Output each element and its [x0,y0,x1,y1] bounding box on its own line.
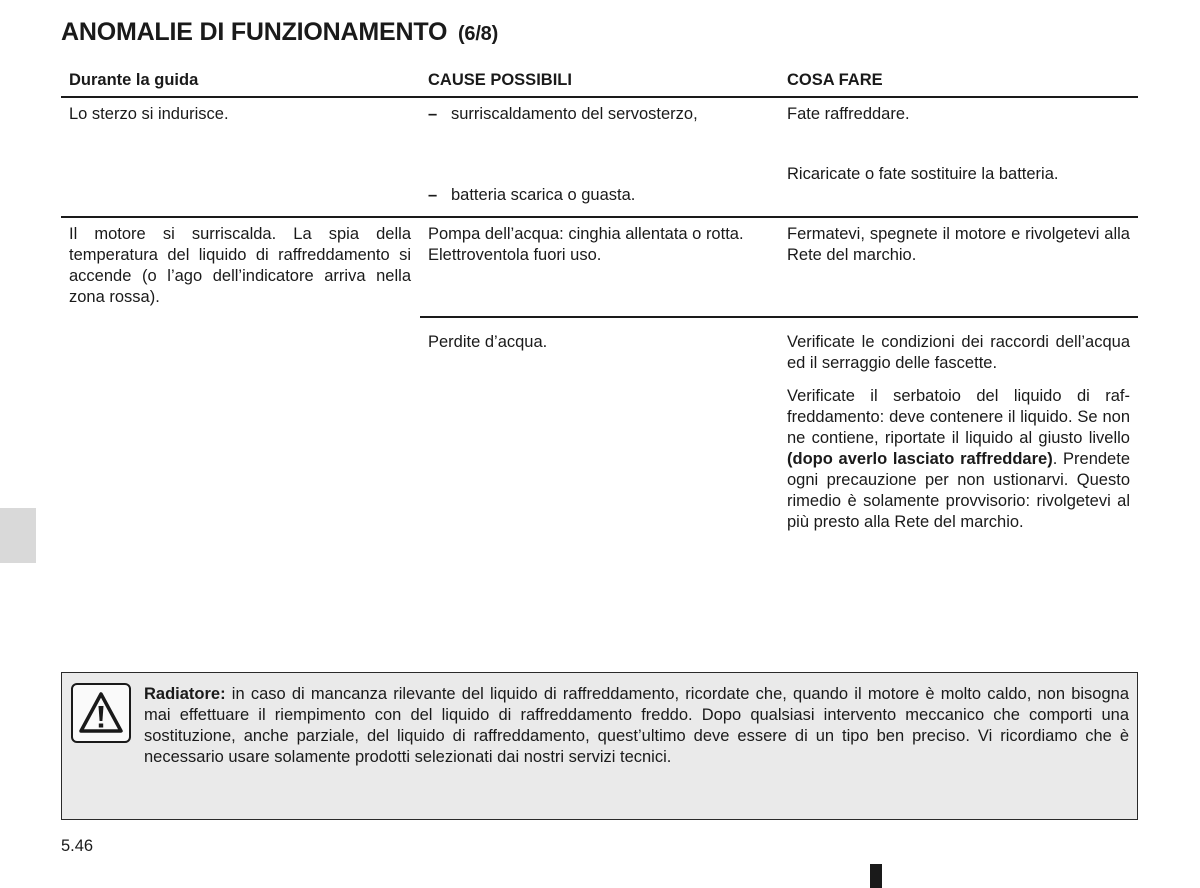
row2-action-3 [787,386,1130,533]
row-divider [61,216,1138,218]
warning-label: Radiatore: [144,685,226,703]
row2-action-3-part2: . Prendete ogni precauzione per non ustionarvi. Questo rimedio è solamente provvisorio: rivolgetevi al più presto alla Rete del marchio. [787,450,1130,531]
page-number: 5.46 [61,837,94,855]
row1-cause-2 [428,185,771,206]
page-title-suffix: (6/8) [457,23,499,45]
row2-cause-2: Perdite d’acqua. [428,333,548,351]
dash-bullet-icon: – [428,105,438,123]
row1-cause-1-text: surriscaldamento del servosterzo, [451,105,698,123]
row1-action-1: Fate raffreddare. [787,105,910,123]
column-header-situation: Durante la guida [69,71,199,89]
column-header-actions: COSA FARE [787,71,883,89]
dash-bullet-icon: – [428,186,438,204]
header-rule [61,96,1138,98]
page-title [61,18,498,47]
row2-action-2: Verificate le condizioni dei raccordi dell’acqua ed il serraggio delle fascette. [787,333,1130,372]
crop-mark [870,864,882,888]
warning-text [144,684,1129,768]
page-title-text: ANOMALIE DI FUNZIONAMENTO [61,18,448,46]
chapter-tab [0,508,36,563]
row2-action-1: Fermatevi, spegnete il motore e rivolgetevi alla Rete del marchio. [787,225,1130,264]
row2-cause-1-line1: Pompa dell’acqua: cinghia allentata o rotta. [428,225,744,243]
warning-body: in caso di mancanza rilevante del liquido di raffreddamento, ricordate che, quando il motore è molto caldo, non bisogna mai effettuare il riempimento con del liquido di raffreddamento freddo. Dopo qualsiasi intervento meccanico che comporti una sostituzione, anche parziale, del liquido di raffreddamento, quest’ultimo deve essere di un tipo ben preciso. Vi ricordiamo che è necessario usare solamente prodotti selezionati dai nostri servizi tecnici. [144,685,1129,766]
row2-cause-1 [428,224,771,266]
sub-row-divider [420,316,1138,318]
row2-cause-1-line2: Elettroventola fuori uso. [428,246,602,264]
row2-action-3-bold: (dopo averlo lasciato raffreddare) [787,450,1053,468]
row1-cause-2-text: batteria scarica o guasta. [451,186,636,204]
warning-triangle-icon [71,683,131,743]
warning-box [61,672,1138,820]
row2-situation: Il motore si surriscalda. La spia della temperatura del liquido di raffreddamento si accende (o l’ago dell’indicatore arriva nella zona rossa). [69,225,411,306]
column-header-causes: CAUSE POSSIBILI [428,71,572,89]
row1-cause-1 [428,104,771,125]
row1-action-2: Ricaricate o fate sostituire la batteria. [787,165,1059,183]
row1-situation: Lo sterzo si indurisce. [69,105,229,123]
row2-action-3-part1: Verificate il serbatoio del liquido di raffreddamento: deve contenere il liquido. Se non ne contiene, riportate il liquido al giusto livello [787,387,1130,447]
